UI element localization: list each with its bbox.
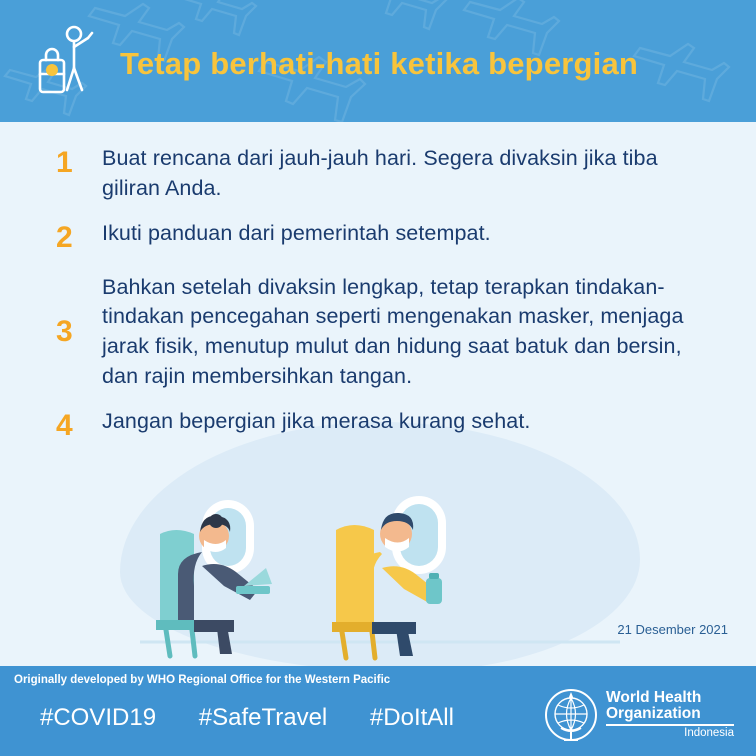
tip-number: 2 bbox=[56, 221, 73, 255]
who-wordmark bbox=[606, 690, 734, 740]
credit-text: Originally developed by WHO Regional Office for the Western Pacific bbox=[14, 674, 391, 686]
hashtag-safetravel: #SafeTravel bbox=[198, 704, 328, 731]
list-item bbox=[56, 219, 696, 257]
tip-text: Ikuti panduan dari pemerintah setempat. bbox=[102, 221, 491, 246]
list-item bbox=[56, 407, 696, 445]
tip-number: 1 bbox=[56, 146, 73, 179]
who-line1: World Health bbox=[606, 689, 702, 707]
list-item bbox=[56, 144, 696, 203]
tip-number: 4 bbox=[56, 409, 73, 443]
tip-text: Jangan bepergian jika merasa kurang sehat. bbox=[102, 409, 531, 434]
page-title: Tetap berhati-hati ketika bepergian bbox=[120, 46, 639, 81]
tip-text: Buat rencana dari jauh-jauh hari. Segera divaksin jika tiba giliran Anda. bbox=[102, 146, 658, 200]
tips-list bbox=[56, 144, 696, 461]
airplane-cabin-passengers-illustration bbox=[140, 474, 620, 666]
hashtag-covid19: #COVID19 bbox=[40, 704, 157, 731]
logo-divider bbox=[606, 724, 734, 726]
tip-number: 3 bbox=[56, 315, 73, 349]
who-emblem-icon bbox=[544, 688, 598, 742]
poster-header bbox=[0, 0, 756, 122]
who-country: Indonesia bbox=[684, 726, 734, 739]
poster-body bbox=[0, 122, 756, 666]
who-line2: Organization bbox=[606, 705, 701, 723]
hashtag-doitall: #DoItAll bbox=[369, 704, 454, 731]
hashtags bbox=[40, 704, 490, 732]
poster-footer bbox=[0, 666, 756, 756]
traveler-with-suitcase-icon bbox=[34, 24, 108, 104]
publish-date: 21 Desember 2021 bbox=[617, 622, 728, 637]
list-item bbox=[56, 273, 696, 392]
tip-text: Bahkan setelah divaksin lengkap, tetap terapkan tindakan-tindakan pencegahan seperti mengenakan masker, menjaga jarak fisik, menutup mulut dan hidung saat batuk dan bersin, dan rajin membersihkan tangan. bbox=[102, 274, 684, 388]
who-logo bbox=[544, 688, 734, 742]
